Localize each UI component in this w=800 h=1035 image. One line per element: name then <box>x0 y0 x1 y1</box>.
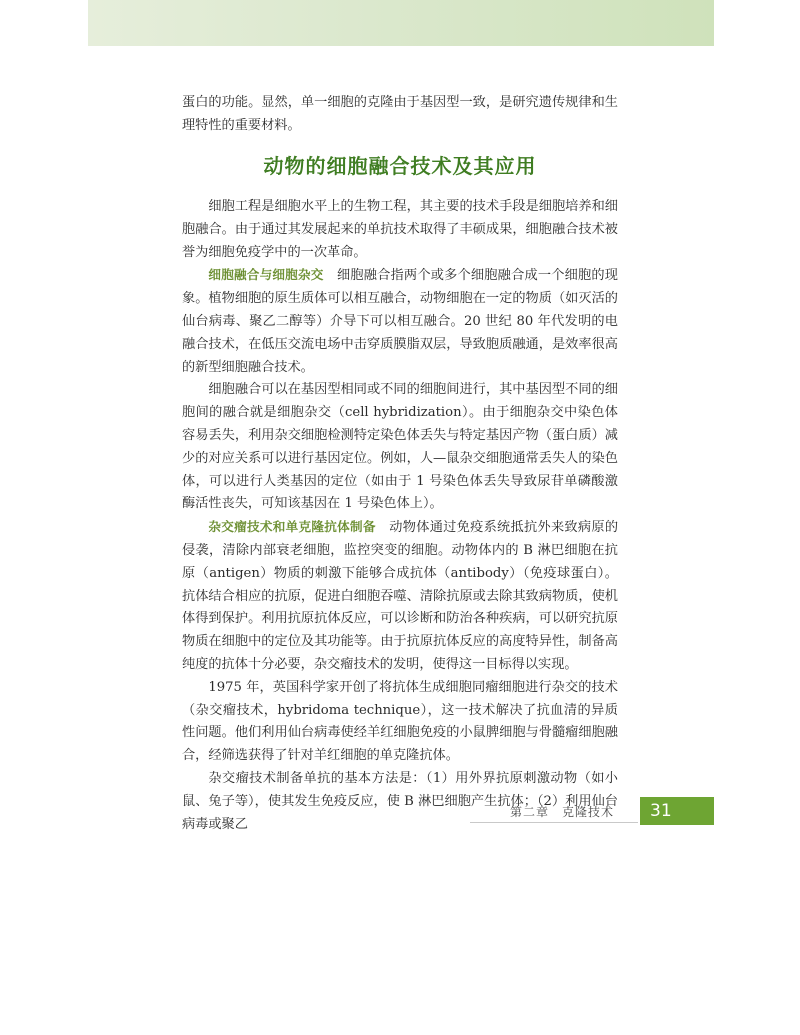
paragraph-2-text: 细胞融合指两个或多个细胞融合成一个细胞的现象。植物细胞的原生质体可以相互融合，动物细胞在一定的物质（如灭活的仙台病毒、聚乙二醇等）介导下可以相互融合。20 世纪 80 年代发明的电融合技术，在低压交流电场中击穿质膜脂双层，导致胞质融通，是效率很高的新型细胞融合技术。 <box>182 268 618 375</box>
paragraph-3: 细胞融合可以在基因型相同或不同的细胞间进行，其中基因型不同的细胞间的融合就是细胞杂交（cell hybridization）。由于细胞杂交中染色体容易丢失，利用杂交细胞检测特定染色体丢失与特定基因产物（蛋白质）减少的对应关系可以进行基因定位。例如，人—鼠杂交细胞通常丢失人的染色体，可以进行人类基因的定位（如由于 1 号染色体丢失导致尿苷单磷酸激酶活性丧失，可知该基因在 1 号染色体上）。 <box>182 382 618 512</box>
paragraph-5: 1975 年，英国科学家开创了将抗体生成细胞同瘤细胞进行杂交的技术（杂交瘤技术，hybridoma technique），这一技术解决了抗血清的异质性问题。他们利用仙台病毒使经羊红细胞免疫的小鼠脾细胞与骨髓瘤细胞融合，经筛选获得了针对羊红细胞的单克隆抗体。 <box>182 679 618 764</box>
section-title: 动物的细胞融合技术及其应用 <box>263 154 537 178</box>
paragraph-4 <box>182 516 618 677</box>
paragraph-1: 细胞工程是细胞水平上的生物工程，其主要的技术手段是细胞培养和细胞融合。由于通过其发展起来的单抗技术取得了丰硕成果，细胞融合技术被誉为细胞免疫学中的一次革命。 <box>182 199 618 260</box>
page-number: 31 <box>640 797 714 825</box>
paragraph-4-lead: 杂交瘤技术和单克隆抗体制备 <box>208 519 376 535</box>
paragraph-2 <box>182 264 618 379</box>
paragraph-6: 杂交瘤技术制备单抗的基本方法是：（1）用外界抗原刺激动物（如小鼠、兔子等），使其发生免疫反应，使 B 淋巴细胞产生抗体；（2）利用仙台病毒或聚乙 <box>182 770 618 832</box>
intro-paragraph <box>182 92 618 138</box>
intro-text: 蛋白的功能。显然，单一细胞的克隆由于基因型一致，是研究遗传规律和生理特性的重要材料。 <box>182 95 618 133</box>
body-text <box>182 196 618 836</box>
header-band <box>88 0 714 46</box>
paragraph-4-text: 动物体通过免疫系统抵抗外来致病原的侵袭，清除内部衰老细胞，监控突变的细胞。动物体内的 B 淋巴细胞在抗原（antigen）物质的刺激下能够合成抗体（antibody）（免疫球蛋白）。抗体结合相应的抗原，促进白细胞吞噬、清除抗原或去除其致病物质，使机体得到保护。利用抗原抗体反应，可以诊断和防治各种疾病，可以研究抗原物质在细胞中的定位及其功能等。由于抗原抗体反应的高度特异性，制备高纯度的抗体十分必要，杂交瘤技术的发明，使得这一目标得以实现。 <box>182 520 619 672</box>
paragraph-2-lead: 细胞融合与细胞杂交 <box>208 267 324 283</box>
footer-rule <box>470 822 638 823</box>
chapter-label: 第二章 克隆技术 <box>510 805 615 819</box>
